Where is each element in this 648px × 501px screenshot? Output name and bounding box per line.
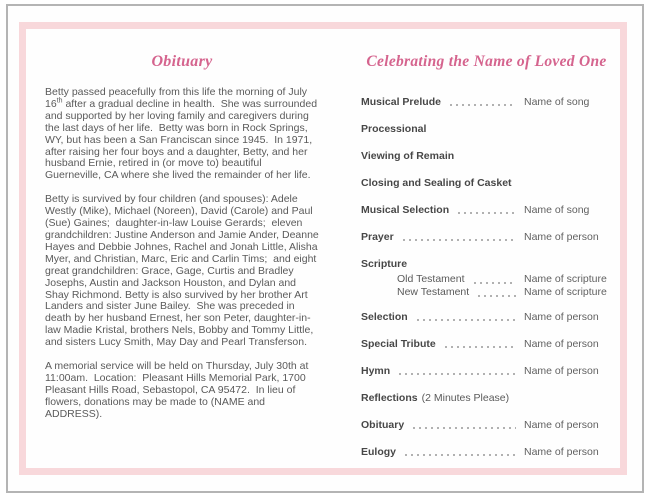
program-item-label: Prayer	[361, 231, 394, 243]
program-item-processional	[361, 123, 612, 135]
program-item-value: Name of person	[524, 419, 599, 431]
program-item-label: Scripture	[361, 258, 408, 270]
dotted-leader	[456, 211, 516, 215]
program-item-label: Special Tribute	[361, 338, 436, 350]
program-item-label: Obituary	[361, 419, 405, 431]
obituary-p1-rest: after a gradual decline in health. She was surrounded and supported by her loving family and caregivers during the last days of her life. Betty was born in Rock Springs, WY, but has been a San Franciscan since 1945. In 1971, after raising her four boys and a daughter, Betty, and her husband Ernie, retired in (or move to) beautiful Guerneville, CA where she lived the remainder of her life.	[45, 97, 320, 182]
program-item-value: Name of person	[524, 365, 599, 377]
program-item-value: Name of person	[524, 338, 599, 350]
program-item-viewing-of-remain	[361, 150, 612, 162]
program-item-label: Musical Prelude	[361, 96, 441, 108]
program-item-eulogy	[361, 446, 612, 458]
program-item-value: Name of song	[524, 204, 590, 216]
program-item-value: Name of song	[524, 96, 590, 108]
obituary-column	[45, 29, 322, 468]
dotted-leader	[411, 426, 516, 430]
program-item-note: (2 Minutes Please)	[421, 392, 510, 404]
program-item-hymn	[361, 365, 612, 377]
dotted-leader	[415, 318, 516, 322]
program-item-special-tribute	[361, 338, 612, 350]
document-sheet	[6, 4, 644, 493]
pink-border-frame	[19, 22, 627, 475]
program-item-musical-selection	[361, 204, 612, 216]
program-item-label: Hymn	[361, 365, 391, 377]
program-item-obituary	[361, 419, 612, 431]
program-subitem-old-testament	[397, 273, 612, 286]
program-item-scripture	[361, 258, 612, 270]
program-item-label: Musical Selection	[361, 204, 450, 216]
program-item-prayer	[361, 231, 612, 243]
program-item-label: Reflections	[361, 392, 418, 404]
dotted-leader	[472, 281, 516, 285]
program-item-value: Name of person	[524, 231, 599, 243]
order-of-service-column	[361, 29, 612, 468]
program-subitem-value: Name of scripture	[524, 273, 607, 285]
program-subitem-value: Name of scripture	[524, 286, 607, 298]
program-item-reflections	[361, 392, 612, 404]
dotted-leader	[401, 238, 516, 242]
dotted-leader	[448, 103, 516, 107]
obituary-p1-text: Betty passed peacefully from this life the morning of July 16	[45, 86, 310, 110]
dotted-leader	[397, 372, 516, 376]
service-heading: Celebrating the Name of Loved One	[366, 53, 607, 70]
program-item-label: Selection	[361, 311, 408, 323]
program-item-musical-prelude	[361, 96, 612, 108]
program-item-label: Closing and Sealing of Casket	[361, 177, 512, 189]
program-subitem-label: New Testament	[397, 286, 470, 298]
obituary-paragraph-3: A memorial service will be held on Thursday, July 30th at 11:00am. Location: Pleasant Hills Memorial Park, 1700 Pleasant Hills Road, Sebastopol, CA 95472. In lieu of flowers, donations may be made to (NAME and ADDRESS).	[45, 360, 312, 420]
dotted-leader	[476, 294, 516, 298]
program-item-value: Name of person	[524, 446, 599, 458]
obituary-paragraph-2: Betty is survived by four children (and spouses): Adele Westly (Mike), Michael (Noreen), David (Carole) and Paul (Sue) Gaines; daughter-in-law Louise Gerards; eleven grandchildren: Justine Anderson and Jamie Ander, Deanne Hayes and Debbie Johnes, Rachel and Jonah Little, Alisha Myer, and Christian, Marc, Eric and Carlin Tims; and eight great grandchildren: Grace, Gage, Curtis and Bradley Josephs, Austin and Jackson Houston, and Dylan and Shay Richmond. Betty is also survived by her brother Art Landers and sister June Bailey. She was preceded in death by her husband Ernest, her son Peter, daughter-in-law Madie Kristal, brothers Nels, Bobby and Tommy Little, and sisters Lucy Smith, May Day and Pearl Transferson.	[45, 193, 322, 349]
dotted-leader	[443, 345, 516, 349]
program-subitem-label: Old Testament	[397, 273, 465, 285]
program-item-label: Viewing of Remain	[361, 150, 455, 162]
ordinal-superscript: th	[56, 97, 63, 105]
two-column-layout	[26, 29, 620, 468]
program-item-label: Processional	[361, 123, 427, 135]
dotted-leader	[403, 453, 516, 457]
program-subitem-new-testament	[397, 286, 612, 299]
obituary-paragraph-1	[45, 87, 319, 182]
program-item-label: Eulogy	[361, 446, 397, 458]
program-item-closing-and-sealing	[361, 177, 612, 189]
program-item-selection	[361, 311, 612, 323]
program-item-value: Name of person	[524, 311, 599, 323]
obituary-heading: Obituary	[151, 53, 213, 70]
